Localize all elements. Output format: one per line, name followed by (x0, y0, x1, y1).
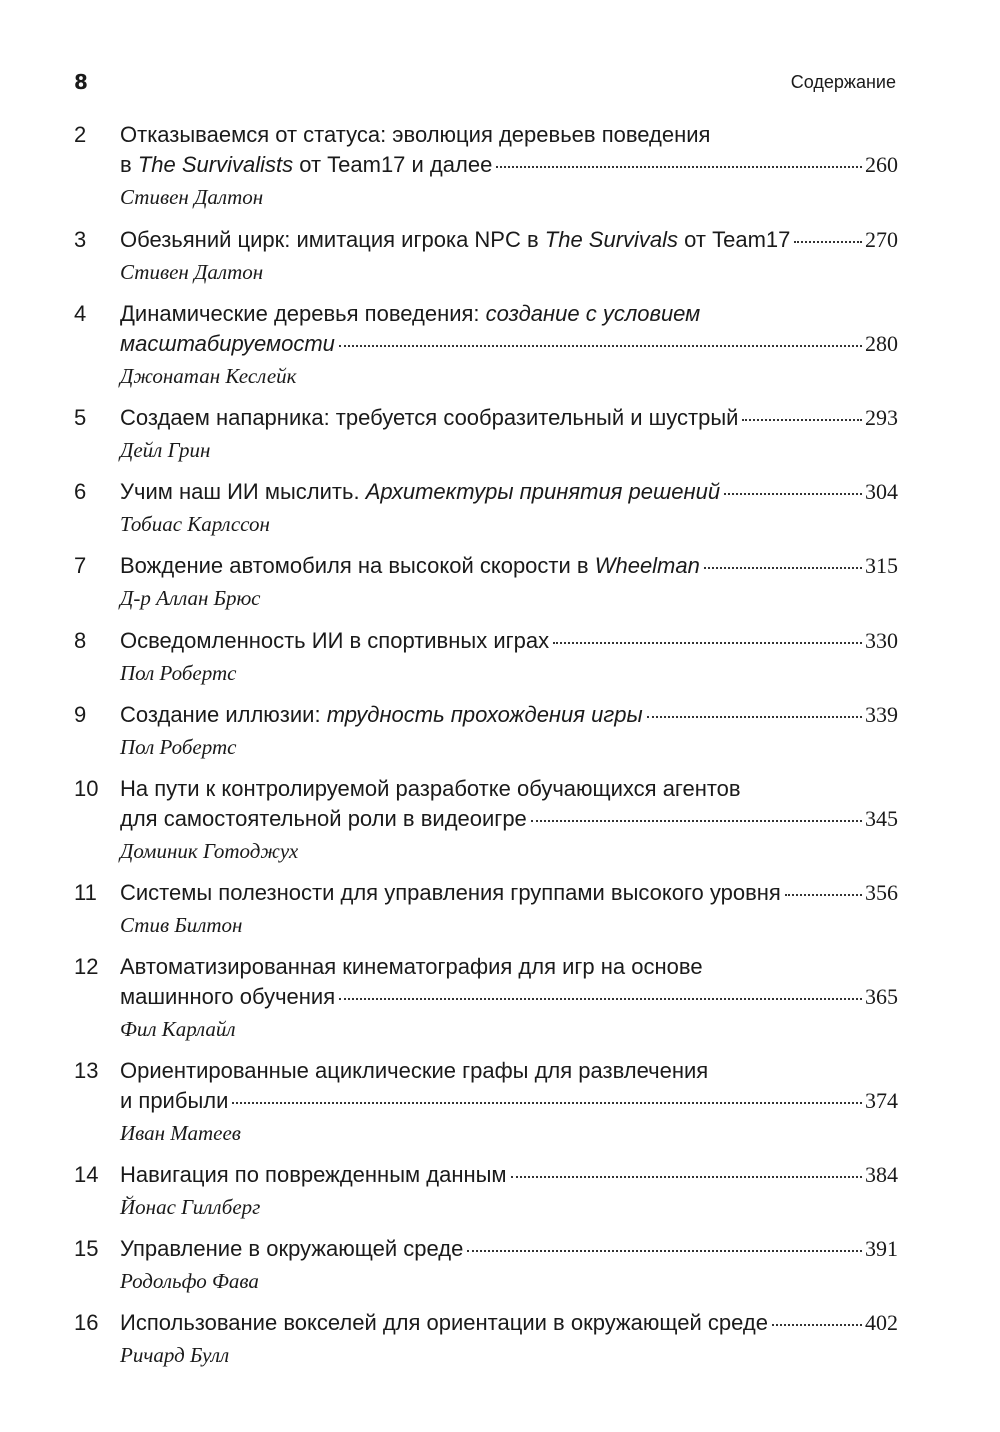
page-ref: 356 (865, 880, 898, 905)
chapter-number: 13 (74, 1058, 99, 1083)
chapter-title-line: Динамические деревья поведения: создание с условием (120, 301, 701, 326)
chapter-author: Родольфо Фава (120, 1269, 259, 1293)
chapter-title: масштабируемости (120, 331, 335, 356)
chapter-title: Создание иллюзии: трудность прохождения игры (120, 702, 643, 727)
chapter-author: Йонас Гиллберг (120, 1195, 261, 1219)
chapter-author: Ричард Булл (120, 1343, 230, 1367)
leader-dots (496, 166, 862, 168)
toc-entry[interactable] (74, 403, 898, 464)
page-ref: 270 (865, 227, 898, 252)
chapter-title: Осведомленность ИИ в спортивных играх (120, 628, 550, 653)
chapter-author: Тобиас Карлссон (120, 512, 270, 536)
page-ref: 339 (865, 702, 898, 727)
toc-entry[interactable] (74, 551, 898, 612)
page-ref: 374 (865, 1088, 898, 1113)
chapter-number: 5 (74, 405, 87, 430)
chapter-title: для самостоятельной роли в видеоигре (120, 806, 527, 831)
toc-entry[interactable] (74, 626, 898, 687)
leader-dots (339, 998, 862, 1000)
toc-entry[interactable] (74, 700, 898, 761)
page-ref: 345 (865, 806, 898, 831)
page-ref: 260 (865, 152, 898, 177)
toc-entry[interactable] (74, 774, 898, 865)
leader-dots (339, 345, 862, 347)
page-ref: 384 (865, 1162, 898, 1187)
chapter-author: Пол Робертс (120, 661, 237, 685)
chapter-title: Вождение автомобиля на высокой скорости в Wheelman (120, 553, 700, 578)
leader-dots (742, 419, 862, 421)
toc-entry[interactable] (74, 225, 898, 286)
chapter-title: и прибыли (120, 1088, 229, 1113)
chapter-author: Фил Карлайл (120, 1017, 236, 1041)
leader-dots (724, 493, 862, 495)
chapter-author: Дейл Грин (120, 438, 211, 462)
chapter-author: Стив Билтон (120, 913, 243, 937)
toc-entry[interactable] (74, 1308, 898, 1369)
toc-entry[interactable] (74, 1160, 898, 1221)
page-ref: 293 (865, 405, 898, 430)
chapter-number: 12 (74, 954, 99, 979)
chapter-author: Д-р Аллан Брюс (120, 586, 261, 610)
chapter-title-line: Ориентированные ациклические графы для развлечения (120, 1058, 709, 1083)
leader-dots (772, 1324, 862, 1326)
chapter-author: Иван Матеев (120, 1121, 241, 1145)
toc-entry[interactable] (74, 120, 898, 211)
toc-entry[interactable] (74, 1234, 898, 1295)
page-ref: 402 (865, 1310, 898, 1335)
chapter-author: Джонатан Кеслейк (120, 364, 297, 388)
chapter-title: в The Survivalists от Team17 и далее (120, 152, 493, 177)
page-ref: 365 (865, 984, 898, 1009)
chapter-title-line: Автоматизированная кинематография для игр на основе (120, 954, 703, 979)
page-ref: 391 (865, 1236, 898, 1261)
chapter-number: 11 (74, 880, 97, 905)
toc-entry[interactable] (74, 952, 898, 1043)
chapter-author: Пол Робертс (120, 735, 237, 759)
page-number: 8 (74, 70, 88, 94)
leader-dots (704, 567, 862, 569)
chapter-number: 3 (74, 227, 87, 252)
leader-dots (794, 241, 862, 243)
chapter-number: 15 (74, 1236, 99, 1261)
chapter-number: 14 (74, 1162, 99, 1187)
leader-dots (647, 716, 862, 718)
leader-dots (531, 820, 862, 822)
chapter-title-line: Отказываемся от статуса: эволюция деревьев поведения (120, 122, 711, 147)
page-ref: 315 (865, 553, 898, 578)
leader-dots (511, 1176, 862, 1178)
chapter-number: 9 (74, 702, 87, 727)
chapter-title: Системы полезности для управления группами высокого уровня (120, 880, 781, 905)
chapter-number: 10 (74, 776, 99, 801)
leader-dots (553, 642, 862, 644)
chapter-number: 4 (74, 301, 87, 326)
leader-dots (785, 894, 862, 896)
running-header: Содержание (790, 72, 896, 92)
toc-entry[interactable] (74, 477, 898, 538)
chapter-title: машинного обучения (120, 984, 336, 1009)
page-ref: 330 (865, 628, 898, 653)
chapter-author: Доминик Готоджух (120, 839, 299, 863)
chapter-number: 16 (74, 1310, 99, 1335)
chapter-title: Управление в окружающей среде (120, 1236, 464, 1261)
leader-dots (467, 1250, 862, 1252)
chapter-number: 6 (74, 479, 87, 504)
chapter-number: 7 (74, 553, 87, 578)
page-ref: 280 (865, 331, 898, 356)
chapter-number: 2 (74, 122, 87, 147)
page-ref: 304 (865, 479, 898, 504)
chapter-author: Стивен Далтон (120, 260, 264, 284)
chapter-title: Использование вокселей для ориентации в окружающей среде (120, 1310, 768, 1335)
toc-entry[interactable] (74, 1056, 898, 1147)
toc-entry[interactable] (74, 878, 898, 939)
chapter-number: 8 (74, 628, 87, 653)
chapter-title: Обезьяний цирк: имитация игрока NPC в The Survivals от Team17 (120, 227, 791, 252)
chapter-title: Создаем напарника: требуется сообразительный и шустрый (120, 405, 739, 430)
leader-dots (232, 1102, 862, 1104)
chapter-author: Стивен Далтон (120, 185, 264, 209)
chapter-title: Навигация по поврежденным данным (120, 1162, 507, 1187)
toc-entry[interactable] (74, 299, 898, 390)
chapter-title-line: На пути к контролируемой разработке обучающихся агентов (120, 776, 741, 801)
chapter-title: Учим наш ИИ мыслить. Архитектуры принятия решений (120, 479, 721, 504)
